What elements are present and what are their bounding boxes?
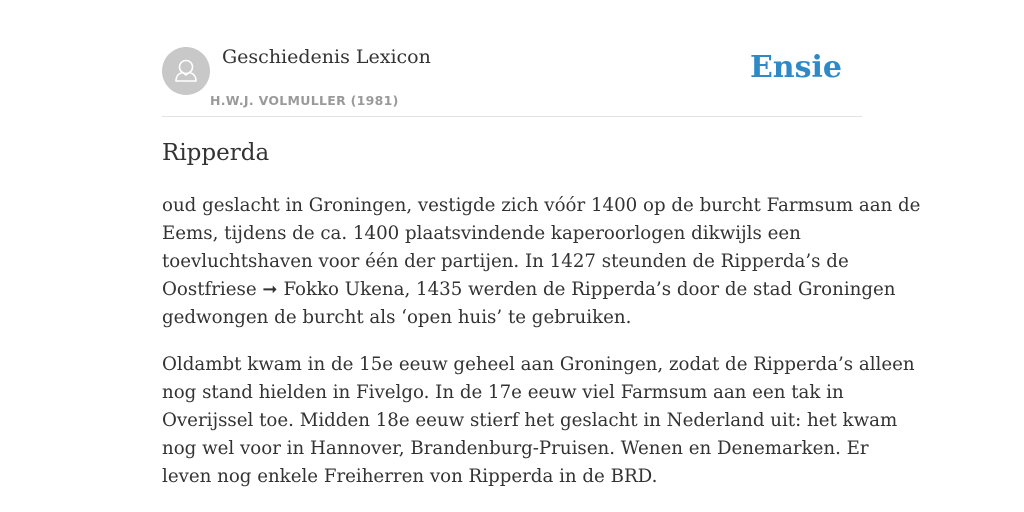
text-line: Oldambt kwam in de 15e eeuw geheel aan Groningen, zodat de Ripperda’s alleen (162, 354, 915, 375)
text-line: leven nog enkele Freiherren von Ripperda in de BRD. (162, 466, 658, 487)
text-fragment: Oostfriese (162, 279, 263, 300)
text-line: Overijssel toe. Midden 18e eeuw stierf het geslacht in Nederland uit: het kwam (162, 410, 898, 431)
text-line: gedwongen de burcht als ‘open huis’ te gebruiken. (162, 307, 632, 328)
text-line (162, 276, 896, 304)
text-line: oud geslacht in Groningen, vestigde zich vóór 1400 op de burcht Farmsum aan de (162, 195, 921, 216)
source-author: H.W.J. VOLMULLER (1981) (210, 93, 399, 108)
arrow-right-icon: ➞ (262, 279, 278, 300)
user-silhouette-icon[interactable] (162, 47, 210, 95)
source-title[interactable]: Geschiedenis Lexicon (222, 46, 431, 68)
text-fragment: , 1435 werden de Ripperda’s door de stad Groningen (404, 279, 896, 300)
text-line: toevluchtshaven voor één der partijen. In 1427 steunden de Ripperda’s de (162, 251, 849, 272)
source-header (162, 44, 862, 117)
paragraph (162, 192, 921, 332)
entry-body (162, 192, 921, 491)
entry-title: Ripperda (162, 140, 270, 166)
paragraph (162, 351, 915, 491)
cross-reference-link[interactable]: Fokko Ukena (283, 279, 405, 300)
text-line: nog wel voor in Hannover, Brandenburg-Pruisen. Wenen en Denemarken. Er (162, 438, 869, 459)
brand-logo[interactable]: Ensie (749, 50, 842, 85)
text-line: nog stand hielden in Fivelgo. In de 17e eeuw viel Farmsum aan een tak in (162, 382, 844, 403)
text-line: Eems, tijdens de ca. 1400 plaatsvindende kaperoorlogen dikwijls een (162, 223, 801, 244)
